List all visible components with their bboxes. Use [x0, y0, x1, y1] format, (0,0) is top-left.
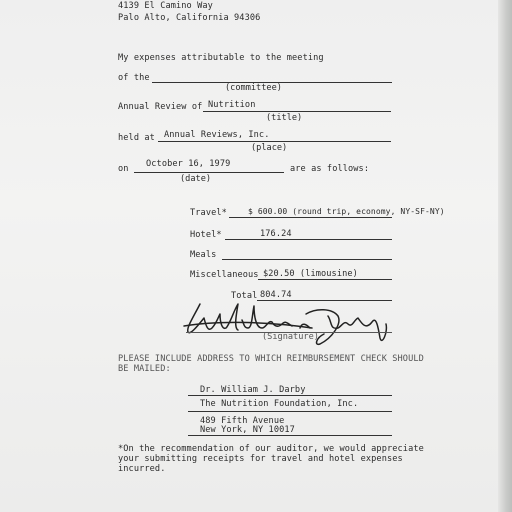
footnote-line2: your submitting receipts for travel and hotel expenses — [118, 454, 403, 464]
on-label: on — [118, 164, 129, 174]
committee-caption: (committee) — [225, 83, 282, 93]
footnote-line1: *On the recommendation of our auditor, we would appreciate — [118, 444, 424, 454]
mailing-rule1 — [188, 395, 392, 396]
travel-value: $ 600.00 (round trip, economy, NY-SF-NY) — [248, 207, 445, 216]
hotel-value: 176.24 — [260, 229, 292, 239]
signature-caption: (Signature) — [262, 332, 319, 342]
total-label: Total — [231, 291, 258, 301]
mailing-rule2 — [188, 411, 392, 412]
mailing-instruction-line1: PLEASE INCLUDE ADDRESS TO WHICH REIMBURSEMENT CHECK SHOULD — [118, 354, 424, 364]
date-line — [134, 172, 284, 173]
held-at-label: held at — [118, 133, 155, 143]
mailing-line1: Dr. William J. Darby — [200, 385, 306, 395]
handwritten-signature — [182, 298, 392, 350]
title-line — [203, 111, 391, 112]
address-city: Palo Alto, California 94306 — [118, 13, 261, 23]
address-street: 4139 El Camino Way — [118, 1, 213, 11]
intro-text: My expenses attributable to the meeting — [118, 53, 324, 63]
meals-label: Meals — [190, 250, 217, 260]
place-caption: (place) — [251, 143, 288, 153]
total-value: 804.74 — [260, 290, 292, 300]
page-edge — [498, 0, 512, 512]
misc-line — [258, 279, 392, 280]
misc-label: Miscellaneous — [190, 270, 259, 280]
travel-label: Travel* — [190, 208, 227, 218]
hotel-label: Hotel* — [190, 230, 222, 240]
meals-line — [222, 259, 392, 260]
mailing-line4: New York, NY 10017 — [200, 425, 295, 435]
mailing-rule3 — [188, 435, 392, 436]
of-the-label: of the — [118, 73, 150, 83]
annual-review-label: Annual Review of — [118, 102, 203, 112]
place-value: Annual Reviews, Inc. — [164, 130, 270, 140]
date-value: October 16, 1979 — [146, 159, 231, 169]
date-caption: (date) — [180, 174, 212, 184]
mailing-line2: The Nutrition Foundation, Inc. — [200, 399, 359, 409]
mailing-line3: 489 Fifth Avenue — [200, 416, 285, 426]
travel-line — [229, 217, 392, 218]
title-value: Nutrition — [208, 100, 256, 110]
footnote-line3: incurred. — [118, 464, 166, 474]
misc-value: $20.50 (limousine) — [263, 269, 358, 279]
title-caption: (title) — [266, 113, 303, 123]
hotel-line — [225, 239, 392, 240]
as-follows-text: are as follows: — [290, 164, 370, 174]
mailing-instruction-line2: BE MAILED: — [118, 364, 171, 374]
place-line — [158, 141, 391, 142]
